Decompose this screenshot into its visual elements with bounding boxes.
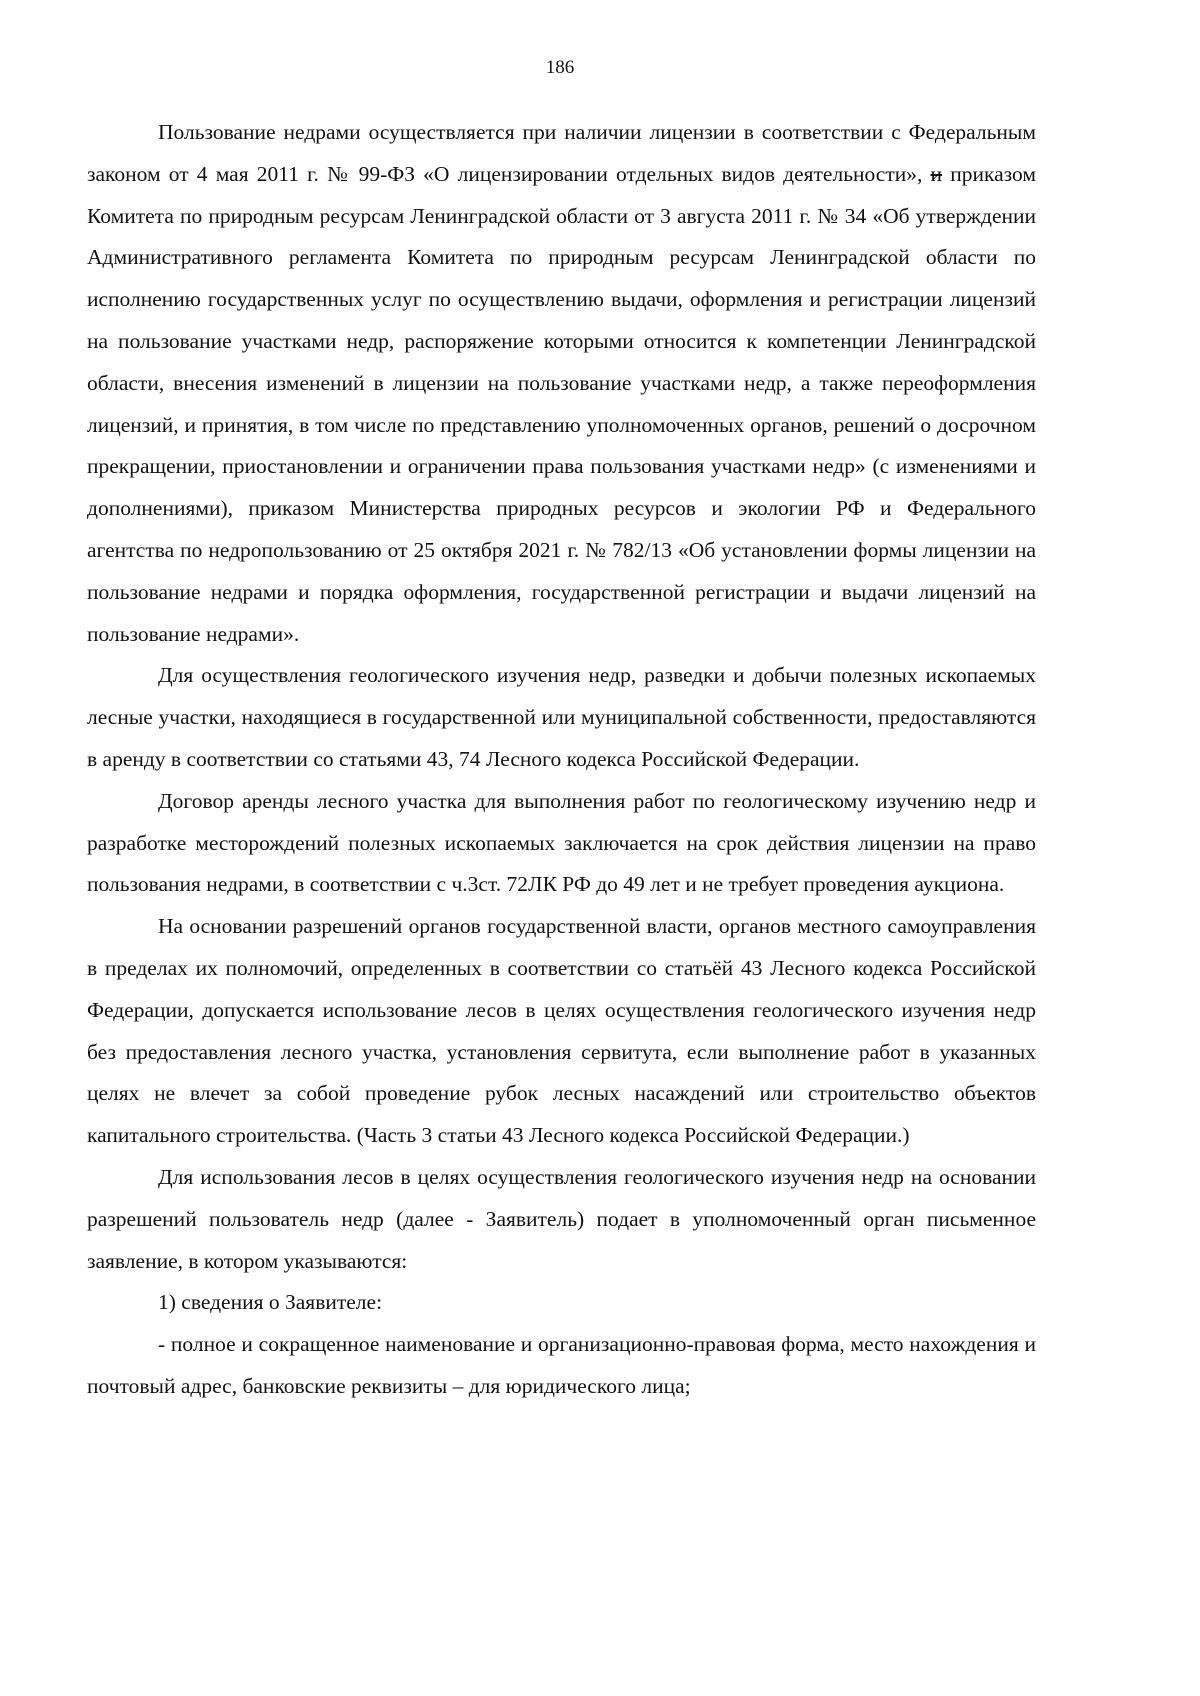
paragraph-permits: На основании разрешений органов государственной власти, органов местного самоуправления в пределах их полномочий, определенных в соответствии со статьёй 43 Лесного кодекса Российской Федерации, допускается использование лесов в целях осуществления геологического изучения недр без предоставления лесного участка, установления сервитута, если выполнение работ в указанных целях не влечет за собой проведение рубок лесных насаждений или строительство объектов капитального строительства. (Часть 3 статьи 43 Лесного кодекса Российской Федерации.)	[87, 914, 1036, 1148]
document-body	[87, 112, 1036, 1408]
list-item-applicant-info: 1) сведения о Заявителе:	[158, 1290, 383, 1315]
paragraph-licensing	[87, 112, 1036, 655]
paragraph-licensing-text-2: приказом Комитета по природным ресурсам Ленинградской области от 3 августа 2011 г. № 34 «Об утверждении Административного регламента Комитета по природным ресурсам Ленинградской области по исполнению государственных услуг по осуществлению выдачи, оформления и регистрации лицензий на пользование участками недр, распоряжение которыми относится к компетенции Ленинградской области, внесения изменений в лицензии на пользование участками недр, а также переоформления лицензий, и принятия, в том числе по представлению уполномоченных органов, решений о досрочном прекращении, приостановлении и ограничении права пользования участками недр» (с изменениями и дополнениями), приказом Министерства природных ресурсов и экологии РФ и Федерального агентства по недропользованию от 25 октября 2021 г. № 782/13 «Об установлении формы лицензии на пользование недрами и порядка оформления, государственной регистрации и выдачи лицензий на пользование недрами».	[87, 161, 1036, 646]
paragraph-lease-agreement: Договор аренды лесного участка для выполнения работ по геологическому изучению недр и разработке месторождений полезных ископаемых заключается на срок действия лицензии на право пользования недрами, в соответствии с ч.3ст. 72ЛК РФ до 49 лет и не требует проведения аукциона.	[87, 788, 1036, 897]
paragraph-application: Для использования лесов в целях осуществления геологического изучения недр на основании разрешений пользователь недр (далее - Заявитель) подает в уполномоченный орган письменное заявление, в котором указываются:	[87, 1164, 1036, 1273]
paragraph-forest-lease: Для осуществления геологического изучения недр, разведки и добычи полезных ископаемых лесные участки, находящиеся в государственной или муниципальной собственности, предоставляются в аренду в соответствии со статьями 43, 74 Лесного кодекса Российской Федерации.	[87, 663, 1036, 771]
list-item-legal-entity: - полное и сокращенное наименование и организационно-правовая форма, место нахождения и почтовый адрес, банковские реквизиты – для юридического лица;	[87, 1332, 1036, 1398]
struck-through-text: и	[930, 161, 943, 186]
page-number: 186	[545, 57, 575, 78]
paragraph-licensing-text-1: Пользование недрами осуществляется при наличии лицензии в соответствии с Федеральным законом от 4 мая 2011 г. № 99-ФЗ «О лицензировании отдельных видов деятельности»,	[87, 120, 1036, 186]
